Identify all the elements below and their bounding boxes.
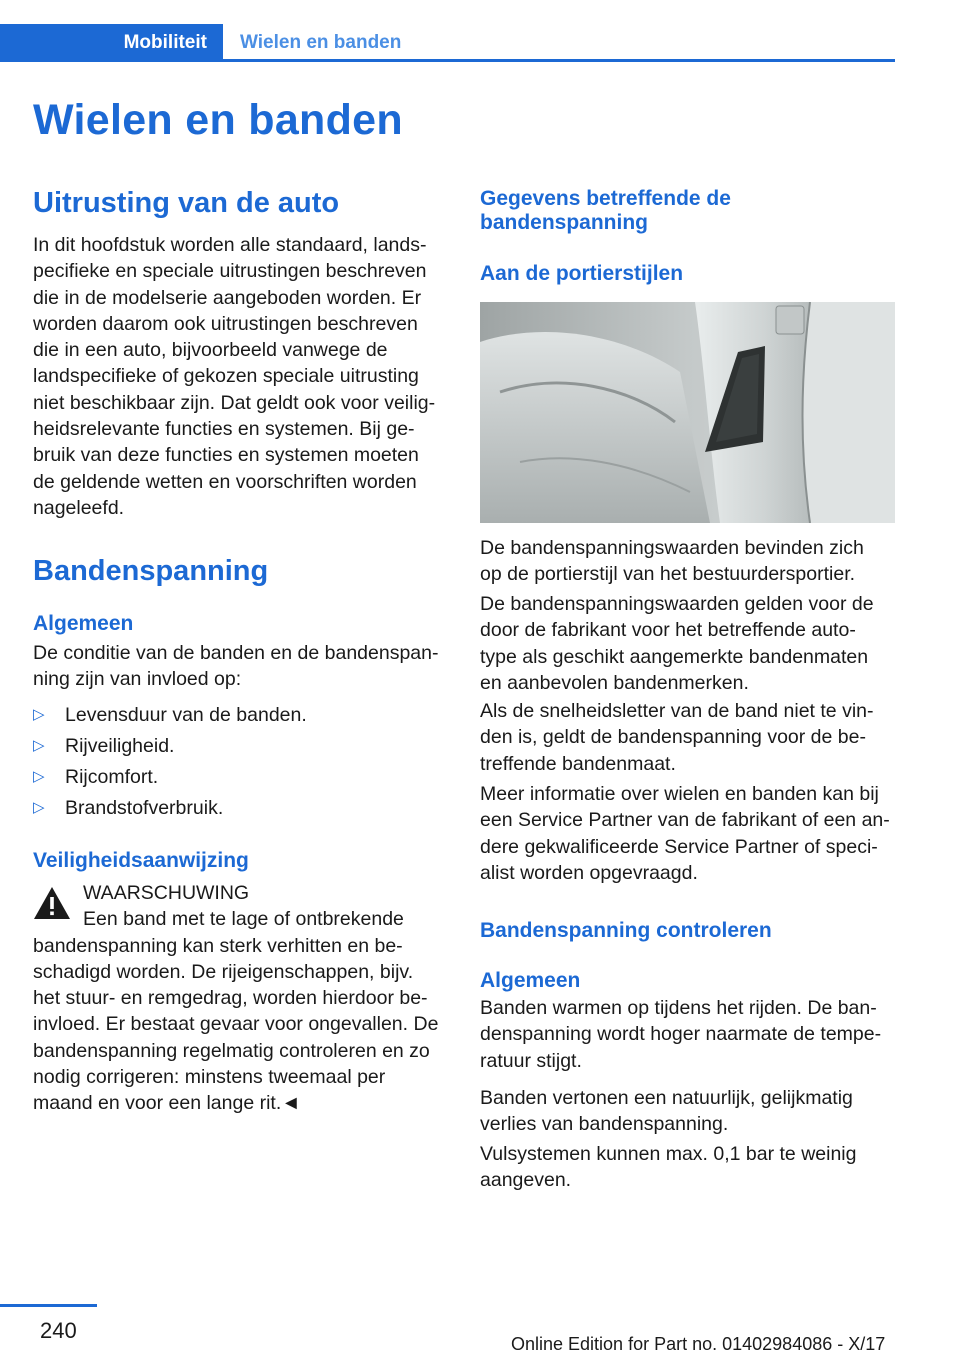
general-heading: Algemeen [33,612,134,635]
text-line: Banden vertonen een natuurlijk, gelijkmatig [480,1087,853,1109]
text-line: den is, geldt de bandenspanning voor de be- [480,726,866,749]
triangle-bullet-icon: ▷ [33,799,45,816]
text-line: pecifieke en speciale uitrustingen beschreven [33,260,427,283]
text-line: In dit hoofdstuk worden alle standaard, lands- [33,234,427,256]
text-line: op de portierstijl van het bestuurdersportier. [480,563,856,586]
triangle-bullet-icon: ▷ [33,706,45,723]
text-line: die in de modelserie aangeboden worden. Er [33,286,422,309]
warning-line: het stuur- en remgedrag, worden hierdoor be- [33,987,428,1010]
list-item-text: Brandstofverbruik. [65,797,224,819]
text-line: De bandenspanningswaarden gelden voor de [480,593,874,615]
text-line: een Service Partner van de fabrikant of een an- [480,809,890,832]
text-line: Vulsystemen kunnen max. 0,1 bar te weinig [480,1143,857,1165]
text-line: die in een auto, bijvoorbeeld vanwege de [33,339,388,362]
page-number: 240 [40,1318,77,1343]
warning-box [33,880,443,1117]
text-line: aangeven. [480,1169,572,1192]
triangle-bullet-icon: ▷ [33,737,45,754]
warning-label: WAARSCHUWING [83,882,250,904]
text-line: De conditie van de banden en de bandenspan- [33,642,439,664]
paragraph [480,535,864,588]
warning-line: invloed. Er bestaat gevaar voor ongevallen. De [33,1013,439,1036]
door-pillar-photo [480,302,895,523]
warning-line: nodig corrigeren: minstens tweemaal per [33,1066,386,1089]
footer-rule [0,1304,97,1307]
text-line: worden daarom ook uitrustingen beschreven [33,312,418,335]
chapter-tab[interactable]: Wielen en banden [240,32,402,53]
list-item-text: Rijcomfort. [65,766,159,788]
text-line: door de fabrikant voor het betreffende auto- [480,619,856,642]
text-line: ning zijn van invloed op: [33,668,242,691]
paragraph [480,591,874,696]
data-heading [480,187,731,235]
text-line: nageleefd. [33,496,125,519]
text-line: landspecifieke of gekozen speciale uitrusting [33,365,419,388]
list-item-text: Rijveiligheid. [65,735,175,757]
warning-triangle-icon [33,886,71,920]
influence-list [33,702,443,826]
list-item-text: Levensduur van de banden. [65,704,307,726]
warning-line: maand en voor een lange rit.◄ [33,1092,301,1115]
warning-line: Een band met te lage of ontbrekende [83,908,404,931]
paragraph [480,1141,856,1194]
check-heading: Bandenspanning controleren [480,919,772,942]
check-general-heading: Algemeen [480,969,581,992]
list-item [33,795,443,826]
text-line: Meer informatie over wielen en banden kan bij [480,783,879,805]
edition-text: Online Edition for Part no. 01402984086 - X/17 [511,1334,886,1354]
text-line: de geldende wetten en voorschriften worden [33,470,417,493]
text-line: verlies van bandenspanning. [480,1113,729,1136]
equipment-text [33,232,435,521]
paragraph [480,1085,853,1138]
list-item [33,733,443,764]
triangle-bullet-icon: ▷ [33,768,45,785]
page-header [0,0,895,62]
pillar-heading: Aan de portierstijlen [480,262,684,285]
text-line: treffende bandenmaat. [480,752,676,775]
text-line: Als de snelheidsletter van de band niet te vin- [480,700,874,722]
warning-line: schadigd worden. De rijeigenschappen, bijv. [33,960,414,983]
text-line: heidsrelevante functies en systemen. Bij ge- [33,418,415,441]
text-line: niet beschikbaar zijn. Dat geldt ook voor veilig- [33,391,436,414]
text-line: ratuur stijgt. [480,1049,582,1072]
warning-line: bandenspanning regelmatig controleren en zo [33,1039,430,1062]
list-item [33,764,443,795]
heading-line: bandenspanning [480,211,648,234]
paragraph [480,995,881,1074]
warning-line: bandenspanning kan sterk verhitten en be- [33,934,403,957]
list-item [33,702,443,733]
text-line: dere gekwalificeerde Service Partner of speci- [480,835,878,858]
text-line: bruik van deze functies en systemen moeten [33,444,419,467]
pressure-heading: Bandenspanning [33,555,269,587]
paragraph [480,781,890,886]
text-line: alist worden opgevraagd. [480,861,698,884]
paragraph [480,698,874,777]
chapter-title: Wielen en banden [33,96,403,144]
equipment-heading: Uitrusting van de auto [33,187,340,219]
text-line: en aanbevolen bandenmerken. [480,671,749,694]
text-line: De bandenspanningswaarden bevinden zich [480,537,864,559]
text-line: Banden warmen op tijdens het rijden. De ban- [480,997,877,1019]
section-tab[interactable]: Mobiliteit [0,24,223,62]
text-line: type als geschikt aangemerkte bandenmaten [480,645,869,668]
heading-line: Gegevens betreffende de [480,187,731,210]
safety-heading: Veiligheidsaanwijzing [33,849,249,872]
text-line: denspanning wordt hoger naarmate de tempe- [480,1023,882,1046]
general-text [33,640,439,693]
